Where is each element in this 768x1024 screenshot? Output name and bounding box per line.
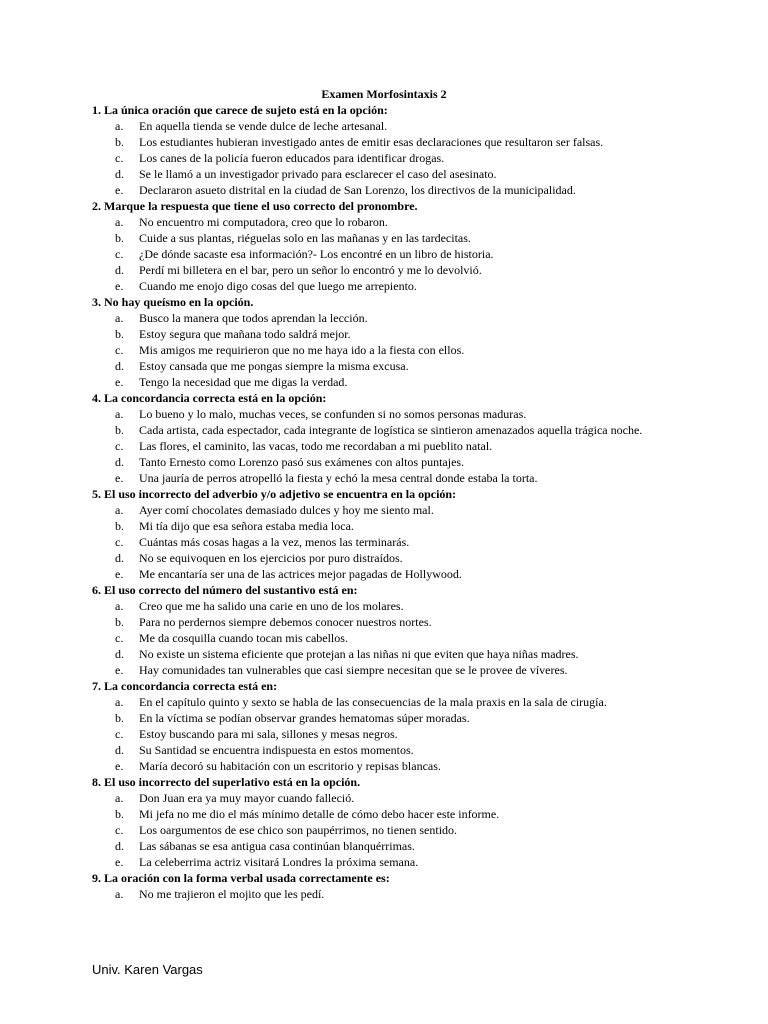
option-letter: e. <box>115 567 124 581</box>
answer-option <box>92 646 652 662</box>
answer-option <box>92 358 652 374</box>
option-text: No existe un sistema eficiente que protejan a las niñas ni que eviten que haya niñas madres. <box>139 647 579 661</box>
question-text: 4. La concordancia correcta está en la opción: <box>92 391 327 405</box>
option-text: No se equivoquen en los ejercicios por puro distraídos. <box>139 551 403 565</box>
option-text: Tengo la necesidad que me digas la verdad. <box>139 375 348 389</box>
option-letter: e. <box>115 663 124 677</box>
question-text: 1. La única oración que carece de sujeto está en la opción: <box>92 103 388 117</box>
option-text: María decoró su habitación con un escritorio y repisas blancas. <box>139 759 441 773</box>
answer-option <box>92 438 652 454</box>
option-letter: b. <box>115 615 124 629</box>
option-letter: d. <box>115 647 124 661</box>
answer-option <box>92 742 652 758</box>
option-letter: d. <box>115 455 124 469</box>
option-letter: c. <box>115 535 124 549</box>
option-letter: b. <box>115 519 124 533</box>
option-text: Me da cosquilla cuando tocan mis cabellos. <box>139 631 348 645</box>
option-text: Los oargumentos de ese chico son paupérrimos, no tienen sentido. <box>139 823 458 837</box>
option-text: Declararon asueto distrital en la ciudad de San Lorenzo, los directivos de la municipalidad. <box>139 183 576 197</box>
option-letter: b. <box>115 327 124 341</box>
answer-option <box>92 214 652 230</box>
option-text: Mi tía dijo que esa señora estaba media loca. <box>139 519 354 533</box>
answer-option <box>92 182 652 198</box>
option-list <box>92 598 652 678</box>
answer-option <box>92 598 652 614</box>
option-letter: a. <box>115 119 124 133</box>
option-text: No encuentro mi computadora, creo que lo robaron. <box>139 215 388 229</box>
answer-option <box>92 406 652 422</box>
option-list <box>92 118 652 198</box>
answer-option <box>92 326 652 342</box>
answer-option <box>92 534 652 550</box>
option-letter: d. <box>115 743 124 757</box>
option-list <box>92 790 652 870</box>
option-letter: e. <box>115 759 124 773</box>
option-letter: e. <box>115 855 124 869</box>
question-list <box>92 102 652 902</box>
option-letter: c. <box>115 439 124 453</box>
option-text: Mi jefa no me dio el más mínimo detalle de cómo debo hacer este informe. <box>139 807 500 821</box>
option-letter: a. <box>115 599 124 613</box>
answer-option <box>92 886 652 902</box>
option-text: La celeberrima actriz visitará Londres la próxima semana. <box>139 855 419 869</box>
answer-option <box>92 854 652 870</box>
option-letter: c. <box>115 823 124 837</box>
option-letter: e. <box>115 471 124 485</box>
answer-option <box>92 454 652 470</box>
question-text: 2. Marque la respuesta que tiene el uso correcto del pronombre. <box>92 199 418 213</box>
option-text: Mis amigos me requirieron que no me haya ido a la fiesta con ellos. <box>139 343 465 357</box>
option-text: En la víctima se podían observar grandes hematomas súper moradas. <box>139 711 470 725</box>
question-item <box>92 486 652 582</box>
option-text: Tanto Ernesto como Lorenzo pasó sus exámenes con altos puntajes. <box>139 455 465 469</box>
option-letter: a. <box>115 215 124 229</box>
question-item <box>92 294 652 390</box>
answer-option <box>92 150 652 166</box>
option-text: Creo que me ha salido una carie en uno de los molares. <box>139 599 404 613</box>
option-letter: c. <box>115 631 124 645</box>
question-text: 6. El uso correcto del número del sustantivo está en: <box>92 583 358 597</box>
question-text: 8. El uso incorrecto del superlativo está en la opción. <box>92 775 361 789</box>
option-letter: a. <box>115 503 124 517</box>
question-text: 5. El uso incorrecto del adverbio y/o adjetivo se encuentra en la opción: <box>92 487 457 501</box>
option-letter: c. <box>115 727 124 741</box>
answer-option <box>92 166 652 182</box>
option-text: Para no perdernos siempre debemos conocer nuestros nortes. <box>139 615 432 629</box>
option-text: Estoy buscando para mi sala, sillones y mesas negros. <box>139 727 398 741</box>
option-list <box>92 406 652 486</box>
option-text: ¿De dónde sacaste esa información?- Los encontré en un libro de historia. <box>139 247 494 261</box>
answer-option <box>92 838 652 854</box>
option-text: Lo bueno y lo malo, muchas veces, se confunden si no somos personas maduras. <box>139 407 527 421</box>
question-item <box>92 390 652 486</box>
answer-option <box>92 262 652 278</box>
option-text: Una jauría de perros atropelló la fiesta y echó la mesa central donde estaba la torta. <box>139 471 538 485</box>
answer-option <box>92 278 652 294</box>
option-letter: b. <box>115 135 124 149</box>
option-text: Los canes de la policía fueron educados para identificar drogas. <box>139 151 445 165</box>
answer-option <box>92 550 652 566</box>
option-text: Hay comunidades tan vulnerables que casi siempre necesitan que se le provee de víveres. <box>139 663 568 677</box>
option-letter: a. <box>115 311 124 325</box>
answer-option <box>92 518 652 534</box>
option-letter: e. <box>115 279 124 293</box>
option-list <box>92 886 652 902</box>
option-text: Estoy cansada que me pongas siempre la misma excusa. <box>139 359 409 373</box>
answer-option <box>92 134 652 150</box>
option-list <box>92 694 652 774</box>
option-letter: b. <box>115 711 124 725</box>
answer-option <box>92 470 652 486</box>
option-text: Estoy segura que mañana todo saldrá mejor. <box>139 327 351 341</box>
option-text: Ayer comí chocolates demasiado dulces y hoy me siento mal. <box>139 503 434 517</box>
option-letter: e. <box>115 375 124 389</box>
option-text: En el capítulo quinto y sexto se habla de las consecuencias de la mala praxis en la sala de cirugía. <box>139 695 607 709</box>
answer-option <box>92 230 652 246</box>
option-letter: d. <box>115 551 124 565</box>
answer-option <box>92 246 652 262</box>
option-text: Se le llamó a un investigador privado para esclarecer el caso del asesinato. <box>139 167 497 181</box>
question-item <box>92 678 652 774</box>
option-letter: d. <box>115 263 124 277</box>
option-text: En aquella tienda se vende dulce de leche artesanal. <box>139 119 388 133</box>
option-letter: e. <box>115 183 124 197</box>
question-item <box>92 582 652 678</box>
option-letter: d. <box>115 167 124 181</box>
answer-option <box>92 694 652 710</box>
answer-option <box>92 566 652 582</box>
option-letter: c. <box>115 247 124 261</box>
answer-option <box>92 630 652 646</box>
option-text: Los estudiantes hubieran investigado antes de emitir esas declaraciones que resultaron ser falsas. <box>139 135 604 149</box>
document-title: Examen Morfosintaxis 2 <box>321 87 447 101</box>
answer-option <box>92 662 652 678</box>
option-text: Don Juan era ya muy mayor cuando falleció. <box>139 791 355 805</box>
question-item <box>92 198 652 294</box>
answer-option <box>92 118 652 134</box>
option-text: Su Santidad se encuentra indispuesta en estos momentos. <box>139 743 414 757</box>
option-list <box>92 310 652 390</box>
option-text: Me encantaría ser una de las actrices mejor pagadas de Hollywood. <box>139 567 462 581</box>
option-letter: d. <box>115 839 124 853</box>
option-letter: c. <box>115 343 124 357</box>
answer-option <box>92 710 652 726</box>
answer-option <box>92 790 652 806</box>
answer-option <box>92 806 652 822</box>
option-text: Perdí mi billetera en el bar, pero un señor lo encontró y me lo devolvió. <box>139 263 482 277</box>
page-footer: Univ. Karen Vargas <box>92 962 203 977</box>
question-item <box>92 774 652 870</box>
answer-option <box>92 822 652 838</box>
answer-option <box>92 758 652 774</box>
answer-option <box>92 422 652 438</box>
option-list <box>92 214 652 294</box>
option-letter: a. <box>115 887 124 901</box>
answer-option <box>92 342 652 358</box>
question-text: 3. No hay queísmo en la opción. <box>92 295 254 309</box>
option-letter: b. <box>115 807 124 821</box>
option-letter: b. <box>115 423 124 437</box>
option-text: Cada artista, cada espectador, cada integrante de logística se sintieron amenazados aquella trágica noche. <box>139 423 643 437</box>
option-letter: c. <box>115 151 124 165</box>
question-item <box>92 870 652 902</box>
option-letter: a. <box>115 407 124 421</box>
option-text: Cuide a sus plantas, riéguelas solo en las mañanas y en las tardecitas. <box>139 231 471 245</box>
option-text: Cuando me enojo digo cosas del que luego me arrepiento. <box>139 279 417 293</box>
option-text: Las sábanas se esa antigua casa continúan blanquérrimas. <box>139 839 415 853</box>
question-item <box>92 102 652 198</box>
option-letter: b. <box>115 231 124 245</box>
option-text: Busco la manera que todos aprendan la lección. <box>139 311 368 325</box>
answer-option <box>92 374 652 390</box>
option-text: Cuántas más cosas hagas a la vez, menos las terminarás. <box>139 535 410 549</box>
answer-option <box>92 502 652 518</box>
option-letter: a. <box>115 695 124 709</box>
option-text: Las flores, el caminito, las vacas, todo me recordaban a mi pueblito natal. <box>139 439 493 453</box>
option-list <box>92 502 652 582</box>
answer-option <box>92 310 652 326</box>
option-letter: d. <box>115 359 124 373</box>
question-text: 9. La oración con la forma verbal usada correctamente es: <box>92 871 390 885</box>
answer-option <box>92 726 652 742</box>
question-text: 7. La concordancia correcta está en: <box>92 679 278 693</box>
option-text: No me trajieron el mojito que les pedí. <box>139 887 325 901</box>
option-letter: a. <box>115 791 124 805</box>
answer-option <box>92 614 652 630</box>
